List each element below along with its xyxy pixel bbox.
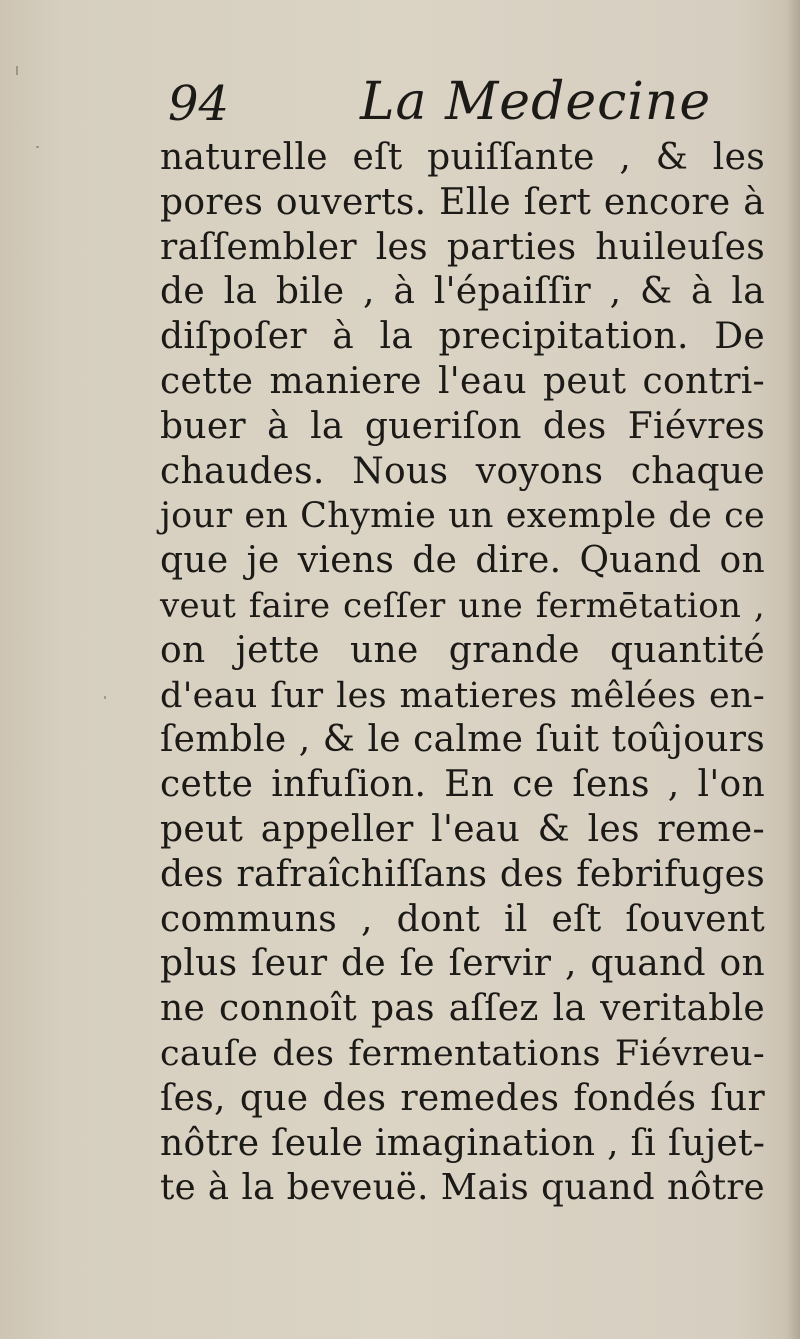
- text-line: buer à la gueriſon des Fiévres: [160, 405, 765, 447]
- running-title: La Medecine: [360, 72, 712, 132]
- text-line: cauſe des fermentations Fiévreu-: [160, 1033, 765, 1074]
- text-line: de la bile , à l'épaiſſir , & à la: [160, 271, 765, 313]
- text-line: veut faire ceſſer une fermētation ,: [160, 585, 765, 626]
- text-line: jour en Chymie un exemple de ce: [160, 496, 765, 537]
- paper-speck: [36, 146, 39, 148]
- text-line: ſemble , & le calme ſuit toûjours: [160, 719, 765, 761]
- page-edge-shadow: [786, 0, 800, 1339]
- page-number: 94: [168, 76, 230, 132]
- page-header: [168, 72, 768, 142]
- text-line: nôtre ſeule imagination , ſi ſujet-: [160, 1122, 766, 1164]
- text-line: raſſembler les parties huileuſes: [160, 226, 765, 268]
- body-text: [160, 136, 765, 1211]
- text-line: plus ſeur de ſe ſervir , quand on: [160, 943, 765, 985]
- text-line: te à la beveuë. Mais quand nôtre: [160, 1167, 765, 1209]
- text-line: peut appeller l'eau & les reme-: [160, 808, 765, 850]
- text-line: pores ouverts. Elle ſert encore à: [160, 181, 765, 223]
- text-line: on jette une grande quantité: [160, 629, 765, 671]
- text-line: naturelle eſt puiſſante , & les: [160, 137, 765, 178]
- text-line: d'eau ſur les matieres mêlées en-: [160, 675, 765, 716]
- paper-speck: [104, 696, 106, 699]
- text-line: que je viens de dire. Quand on: [160, 540, 765, 582]
- text-line: des rafraîchiſſans des febrifuges: [160, 853, 765, 895]
- text-line: communs , dont il eſt ſouvent: [160, 898, 765, 940]
- text-line: chaudes. Nous voyons chaque: [160, 450, 765, 492]
- text-line: cette maniere l'eau peut contri-: [160, 360, 765, 402]
- text-line: cette infuſion. En ce ſens , l'on: [160, 764, 765, 806]
- paper-speck: [16, 66, 18, 75]
- text-line: diſpoſer à la precipitation. De: [160, 316, 765, 358]
- text-line: ſes, que des remedes fondés ſur: [160, 1077, 765, 1119]
- text-line: ne connoît pas aſſez la veritable: [160, 988, 765, 1030]
